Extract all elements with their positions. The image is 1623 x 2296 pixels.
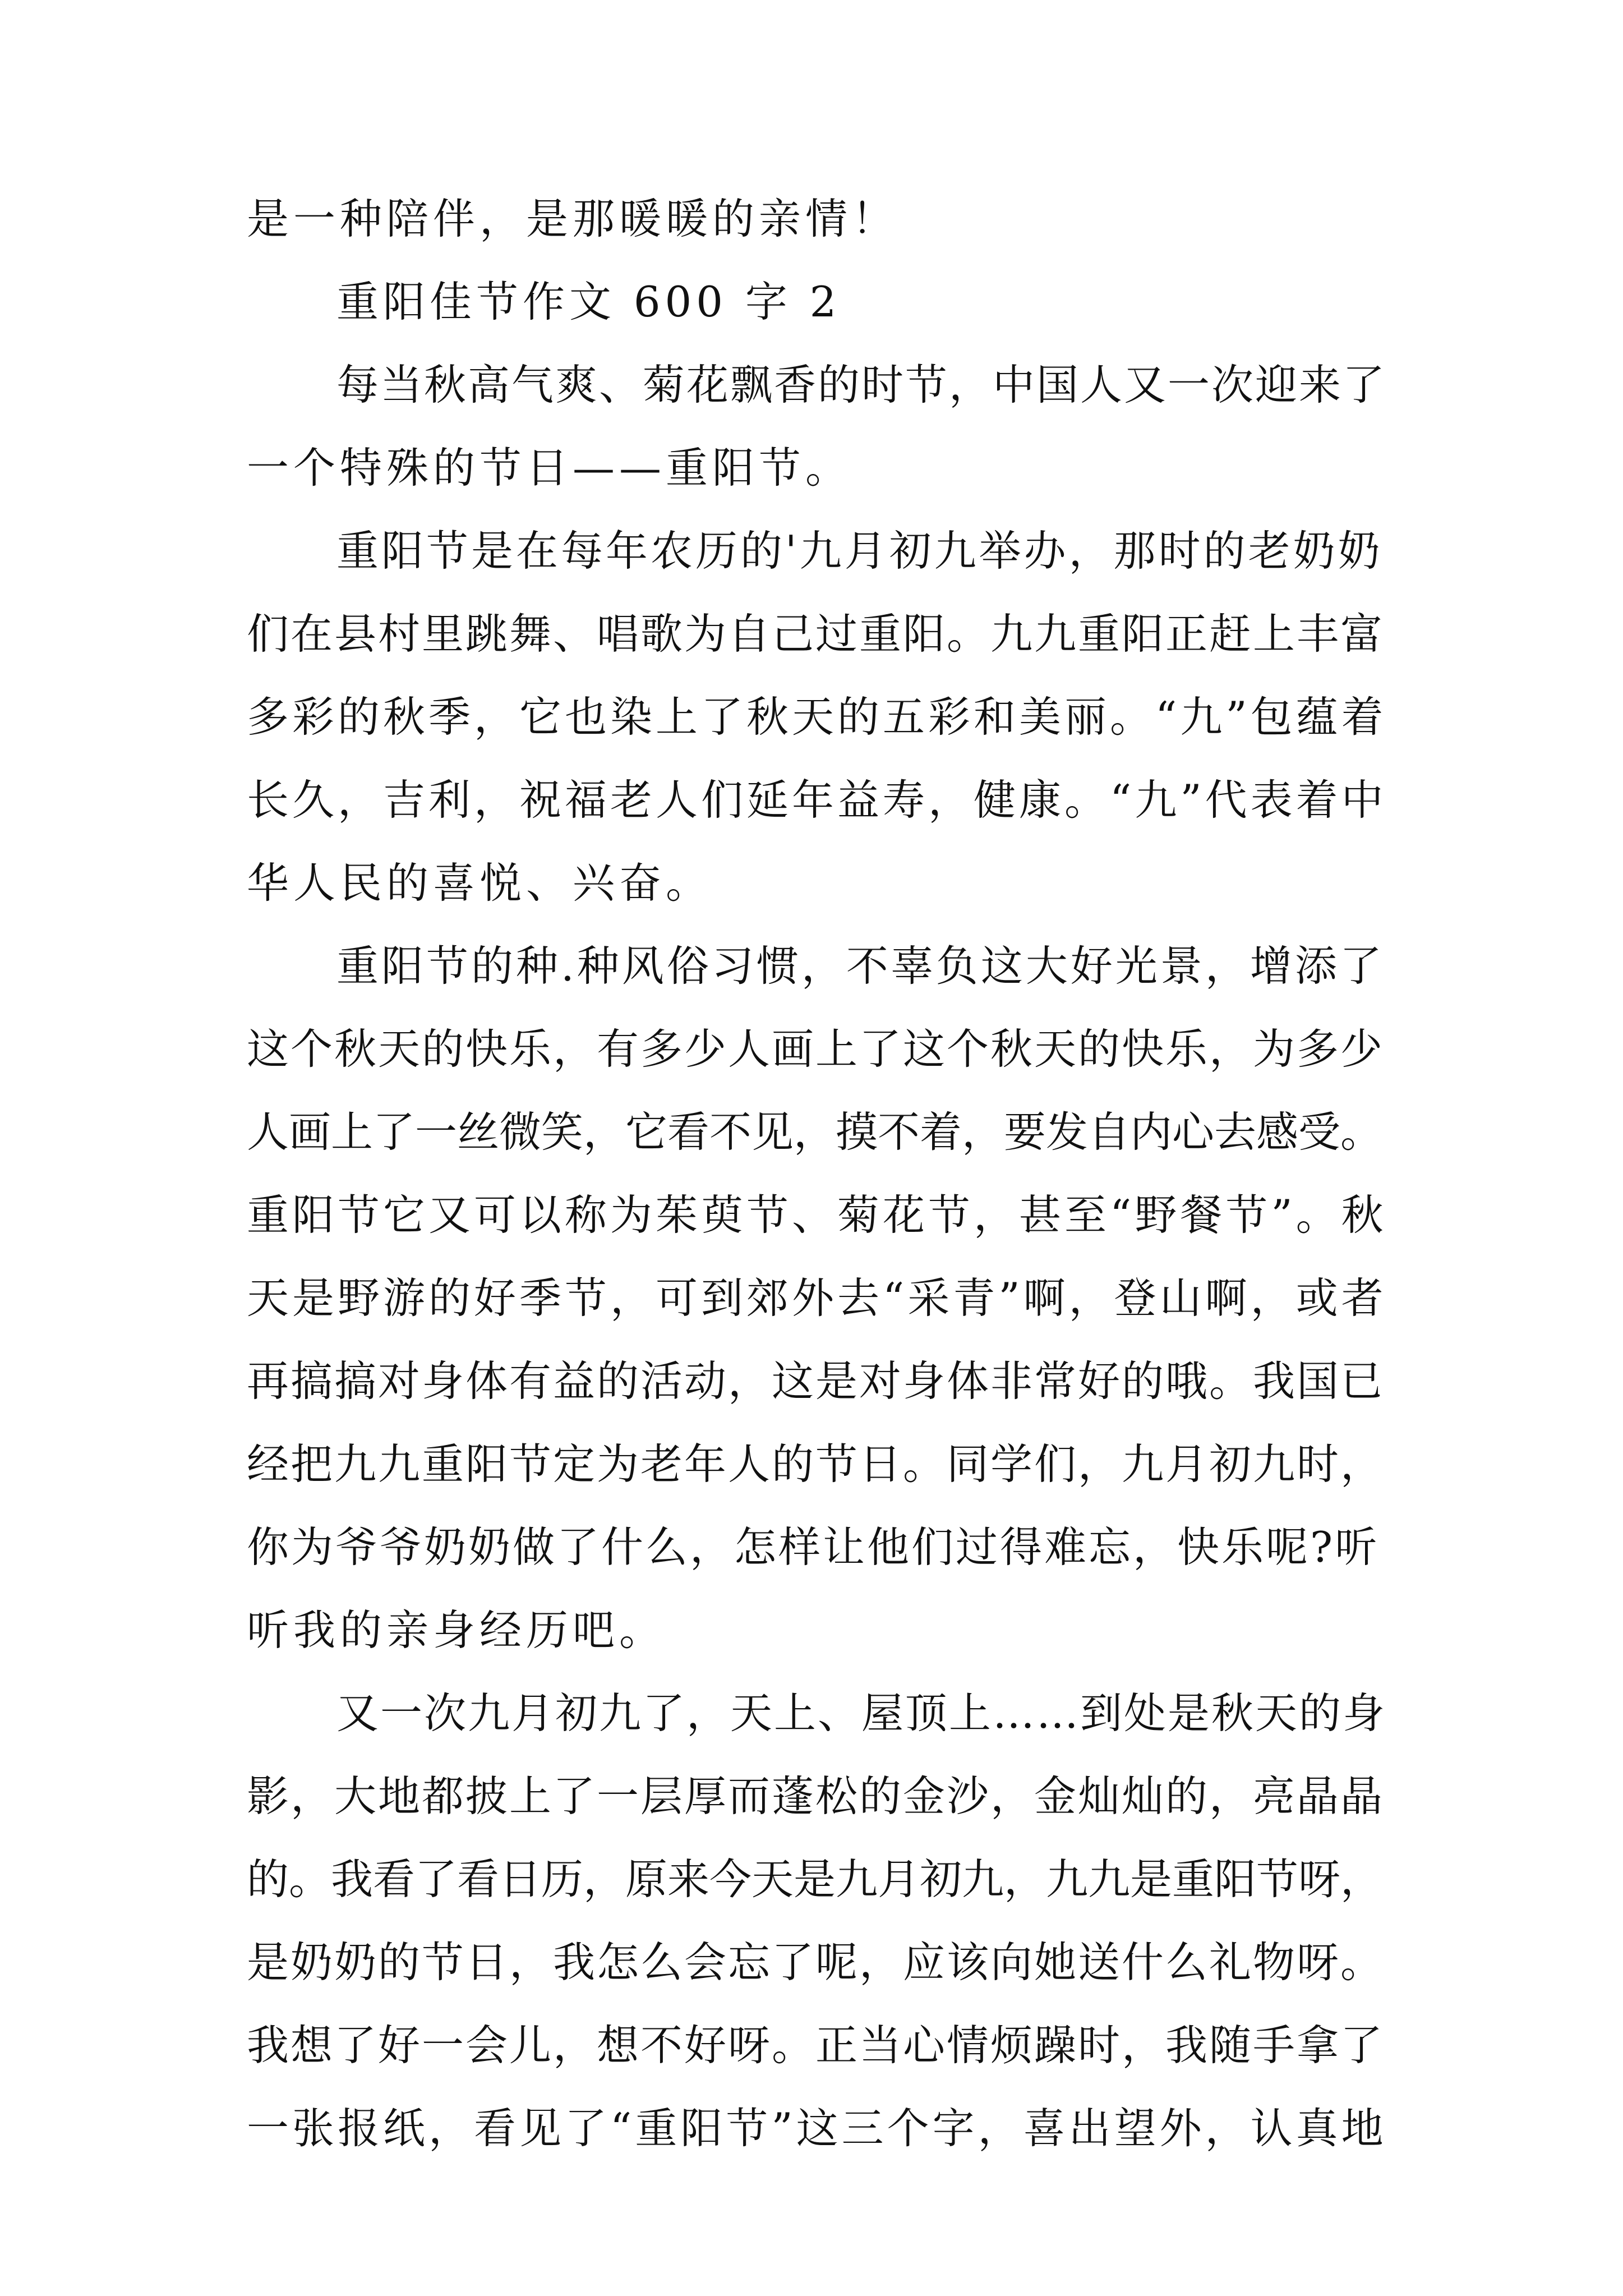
text-line: 你为爷爷奶奶做了什么，怎样让他们过得难忘，快乐呢?听: [247, 1522, 1380, 1572]
text-line: 影，大地都披上了一层厚而蓬松的金沙，金灿灿的，亮晶晶: [247, 1772, 1385, 1821]
text-line: 的。我看了看日历，原来今天是九月初九，九九是重阳节呀，: [247, 1855, 1383, 1904]
text-line: 重阳节的种.种风俗习惯，不辜负这大好光景，增添了: [336, 941, 1385, 991]
text-line: 华人民的喜悦、兴奋。: [247, 858, 713, 908]
text-line: 一张报纸，看见了“重阳节”这三个字，喜出望外，认真地: [247, 2104, 1387, 2153]
section-heading: 重阳佳节作文 600 字 2: [336, 277, 841, 326]
text-line: 们在县村里跳舞、唱歌为自己过重阳。九九重阳正赶上丰富: [247, 609, 1385, 659]
text-line: 听我的亲身经历吧。: [247, 1605, 666, 1655]
text-line: 是一种陪伴，是那暖暖的亲情！: [247, 194, 899, 243]
text-line: 一个特殊的节日——重阳节。: [247, 443, 852, 493]
text-line: 人画上了一丝微笑，它看不见，摸不着，要发自内心去感受。: [247, 1107, 1383, 1157]
text-line: 是奶奶的节日，我怎么会忘了呢，应该向她送什么礼物呀。: [247, 1938, 1385, 1987]
text-line: 重阳节是在每年农历的'九月初九举办，那时的老奶奶: [336, 526, 1383, 576]
text-line: 再搞搞对身体有益的活动，这是对身体非常好的哦。我国已: [247, 1356, 1385, 1406]
text-line: 经把九九重阳节定为老年人的节日。同学们，九月初九时，: [247, 1439, 1385, 1489]
text-line: 多彩的秋季，它也染上了秋天的五彩和美丽。“九”包蕴着: [247, 692, 1387, 742]
text-line: 每当秋高气爽、菊花飘香的时节，中国人又一次迎来了: [336, 360, 1387, 409]
text-line: 又一次九月初九了，天上、屋顶上……到处是秋天的身: [336, 1688, 1387, 1738]
text-line: 长久，吉利，祝福老人们延年益寿，健康。“九”代表着中: [247, 775, 1387, 825]
text-line: 重阳节它又可以称为茱萸节、菊花节，甚至“野餐节”。秋: [247, 1190, 1387, 1240]
text-line: 我想了好一会儿，想不好呀。正当心情烦躁时，我随手拿了: [247, 2021, 1385, 2070]
text-line: 这个秋天的快乐，有多少人画上了这个秋天的快乐，为多少: [247, 1024, 1385, 1074]
text-line: 天是野游的好季节，可到郊外去“采青”啊，登山啊，或者: [247, 1273, 1387, 1323]
